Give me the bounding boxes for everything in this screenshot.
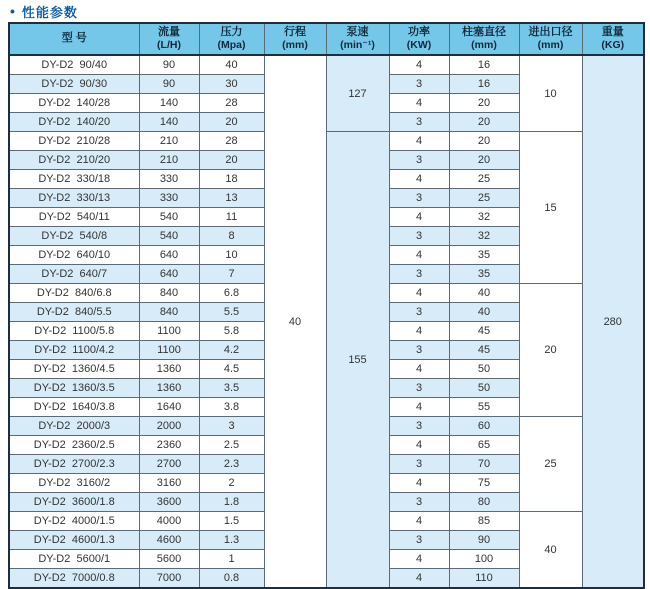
cell-flow: 540 [139,227,199,246]
cell-flow: 330 [139,170,199,189]
cell-power: 3 [389,265,449,284]
cell-plunger: 35 [449,246,519,265]
cell-power: 4 [389,170,449,189]
cell-power: 4 [389,55,449,75]
cell-power: 4 [389,436,449,455]
cell-power: 4 [389,208,449,227]
cell-port-merged: 25 [519,417,582,512]
cell-plunger: 65 [449,436,519,455]
cell-pressure: 18 [199,170,264,189]
cell-pressure: 1.5 [199,512,264,531]
cell-plunger: 20 [449,151,519,170]
cell-model: DY-D2 540/11 [9,208,139,227]
cell-power: 4 [389,512,449,531]
col-header-model: 型 号 [9,23,139,55]
cell-model: DY-D2 2000/3 [9,417,139,436]
cell-flow: 140 [139,94,199,113]
cell-model: DY-D2 3160/2 [9,474,139,493]
page-title: 性能参数 [21,4,78,20]
cell-power: 4 [389,284,449,303]
cell-power: 4 [389,94,449,113]
cell-model: DY-D2 840/5.5 [9,303,139,322]
table-row [9,132,644,151]
cell-pressure: 2.3 [199,455,264,474]
cell-flow: 1640 [139,398,199,417]
cell-pressure: 1.8 [199,493,264,512]
cell-power: 4 [389,246,449,265]
cell-pressure: 13 [199,189,264,208]
table-row [9,55,644,75]
col-header-port: 进出口径 (mm) [519,23,582,55]
cell-flow: 1360 [139,379,199,398]
cell-port-merged: 10 [519,55,582,132]
cell-plunger: 50 [449,379,519,398]
cell-flow: 840 [139,284,199,303]
cell-model: DY-D2 330/18 [9,170,139,189]
cell-plunger: 20 [449,113,519,132]
cell-pressure: 2.5 [199,436,264,455]
cell-flow: 840 [139,303,199,322]
cell-pressure: 3 [199,417,264,436]
cell-model: DY-D2 1360/4.5 [9,360,139,379]
cell-plunger: 25 [449,170,519,189]
cell-pressure: 4.5 [199,360,264,379]
cell-plunger: 16 [449,75,519,94]
cell-model: DY-D2 140/20 [9,113,139,132]
cell-model: DY-D2 1100/5.8 [9,322,139,341]
cell-power: 3 [389,455,449,474]
cell-pressure: 28 [199,94,264,113]
cell-model: DY-D2 140/28 [9,94,139,113]
cell-flow: 90 [139,75,199,94]
cell-pressure: 11 [199,208,264,227]
cell-power: 3 [389,75,449,94]
cell-model: DY-D2 2360/2.5 [9,436,139,455]
cell-stroke-merged: 40 [264,55,326,588]
cell-model: DY-D2 640/7 [9,265,139,284]
cell-plunger: 25 [449,189,519,208]
cell-flow: 4000 [139,512,199,531]
cell-power: 3 [389,379,449,398]
cell-pressure: 40 [199,55,264,75]
cell-plunger: 110 [449,569,519,589]
cell-power: 3 [389,151,449,170]
cell-flow: 90 [139,55,199,75]
cell-model: DY-D2 1640/3.8 [9,398,139,417]
cell-model: DY-D2 210/28 [9,132,139,151]
cell-flow: 1100 [139,341,199,360]
cell-port-merged: 20 [519,284,582,417]
cell-model: DY-D2 210/20 [9,151,139,170]
cell-weight-merged: 280 [582,55,644,588]
cell-plunger: 32 [449,208,519,227]
cell-flow: 1360 [139,360,199,379]
cell-plunger: 85 [449,512,519,531]
cell-plunger: 16 [449,55,519,75]
cell-flow: 330 [139,189,199,208]
col-header-weight: 重量 (KG) [582,23,644,55]
cell-pressure: 10 [199,246,264,265]
cell-plunger: 20 [449,132,519,151]
cell-plunger: 90 [449,531,519,550]
col-header-pressure: 压力 (Mpa) [199,23,264,55]
cell-power: 3 [389,189,449,208]
cell-power: 4 [389,360,449,379]
cell-flow: 210 [139,132,199,151]
cell-model: DY-D2 2700/2.3 [9,455,139,474]
cell-pressure: 20 [199,113,264,132]
cell-flow: 210 [139,151,199,170]
cell-pressure: 3.5 [199,379,264,398]
col-header-plunger: 柱塞直径 (mm) [449,23,519,55]
cell-pressure: 6.8 [199,284,264,303]
cell-flow: 140 [139,113,199,132]
cell-model: DY-D2 330/13 [9,189,139,208]
cell-plunger: 70 [449,455,519,474]
cell-model: DY-D2 540/8 [9,227,139,246]
cell-flow: 3600 [139,493,199,512]
cell-power: 4 [389,398,449,417]
cell-model: DY-D2 90/40 [9,55,139,75]
cell-model: DY-D2 5600/1 [9,550,139,569]
cell-flow: 1100 [139,322,199,341]
cell-pressure: 3.8 [199,398,264,417]
cell-plunger: 20 [449,94,519,113]
cell-power: 3 [389,531,449,550]
cell-model: DY-D2 1100/4.2 [9,341,139,360]
cell-plunger: 32 [449,227,519,246]
cell-power: 4 [389,474,449,493]
cell-power: 4 [389,550,449,569]
cell-flow: 2700 [139,455,199,474]
cell-model: DY-D2 4000/1.5 [9,512,139,531]
cell-power: 3 [389,303,449,322]
cell-power: 4 [389,569,449,589]
cell-flow: 7000 [139,569,199,589]
cell-power: 3 [389,493,449,512]
cell-plunger: 40 [449,303,519,322]
col-header-power: 功率 (KW) [389,23,449,55]
cell-plunger: 100 [449,550,519,569]
cell-pressure: 20 [199,151,264,170]
col-header-flow: 流量 (L/H) [139,23,199,55]
cell-flow: 540 [139,208,199,227]
cell-plunger: 45 [449,341,519,360]
cell-speed-merged: 127 [326,55,389,132]
cell-pressure: 5.5 [199,303,264,322]
cell-power: 4 [389,132,449,151]
cell-pressure: 5.8 [199,322,264,341]
cell-plunger: 75 [449,474,519,493]
cell-power: 4 [389,322,449,341]
cell-model: DY-D2 3600/1.8 [9,493,139,512]
cell-pressure: 7 [199,265,264,284]
cell-pressure: 2 [199,474,264,493]
bullet-icon: • [10,3,15,19]
cell-pressure: 0.8 [199,569,264,589]
cell-flow: 640 [139,265,199,284]
cell-plunger: 40 [449,284,519,303]
cell-flow: 640 [139,246,199,265]
header-row [9,23,644,55]
cell-flow: 5600 [139,550,199,569]
cell-pressure: 8 [199,227,264,246]
cell-model: DY-D2 1360/3.5 [9,379,139,398]
cell-pressure: 28 [199,132,264,151]
cell-flow: 4600 [139,531,199,550]
cell-power: 3 [389,227,449,246]
cell-pressure: 30 [199,75,264,94]
cell-port-merged: 15 [519,132,582,284]
col-header-stroke: 行程 (mm) [264,23,326,55]
cell-flow: 3160 [139,474,199,493]
cell-model: DY-D2 7000/0.8 [9,569,139,589]
col-header-speed: 泵速 (min⁻¹) [326,23,389,55]
cell-model: DY-D2 640/10 [9,246,139,265]
cell-model: DY-D2 90/30 [9,75,139,94]
cell-port-merged: 40 [519,512,582,589]
cell-plunger: 45 [449,322,519,341]
cell-power: 3 [389,113,449,132]
cell-speed-merged: 155 [326,132,389,589]
cell-flow: 2360 [139,436,199,455]
cell-pressure: 4.2 [199,341,264,360]
cell-plunger: 35 [449,265,519,284]
cell-model: DY-D2 4600/1.3 [9,531,139,550]
cell-pressure: 1.3 [199,531,264,550]
cell-power: 3 [389,417,449,436]
cell-plunger: 50 [449,360,519,379]
cell-model: DY-D2 840/6.8 [9,284,139,303]
cell-flow: 2000 [139,417,199,436]
cell-plunger: 55 [449,398,519,417]
section-title [0,0,650,22]
cell-pressure: 1 [199,550,264,569]
cell-plunger: 80 [449,493,519,512]
performance-table [8,22,645,589]
cell-power: 3 [389,341,449,360]
cell-plunger: 60 [449,417,519,436]
